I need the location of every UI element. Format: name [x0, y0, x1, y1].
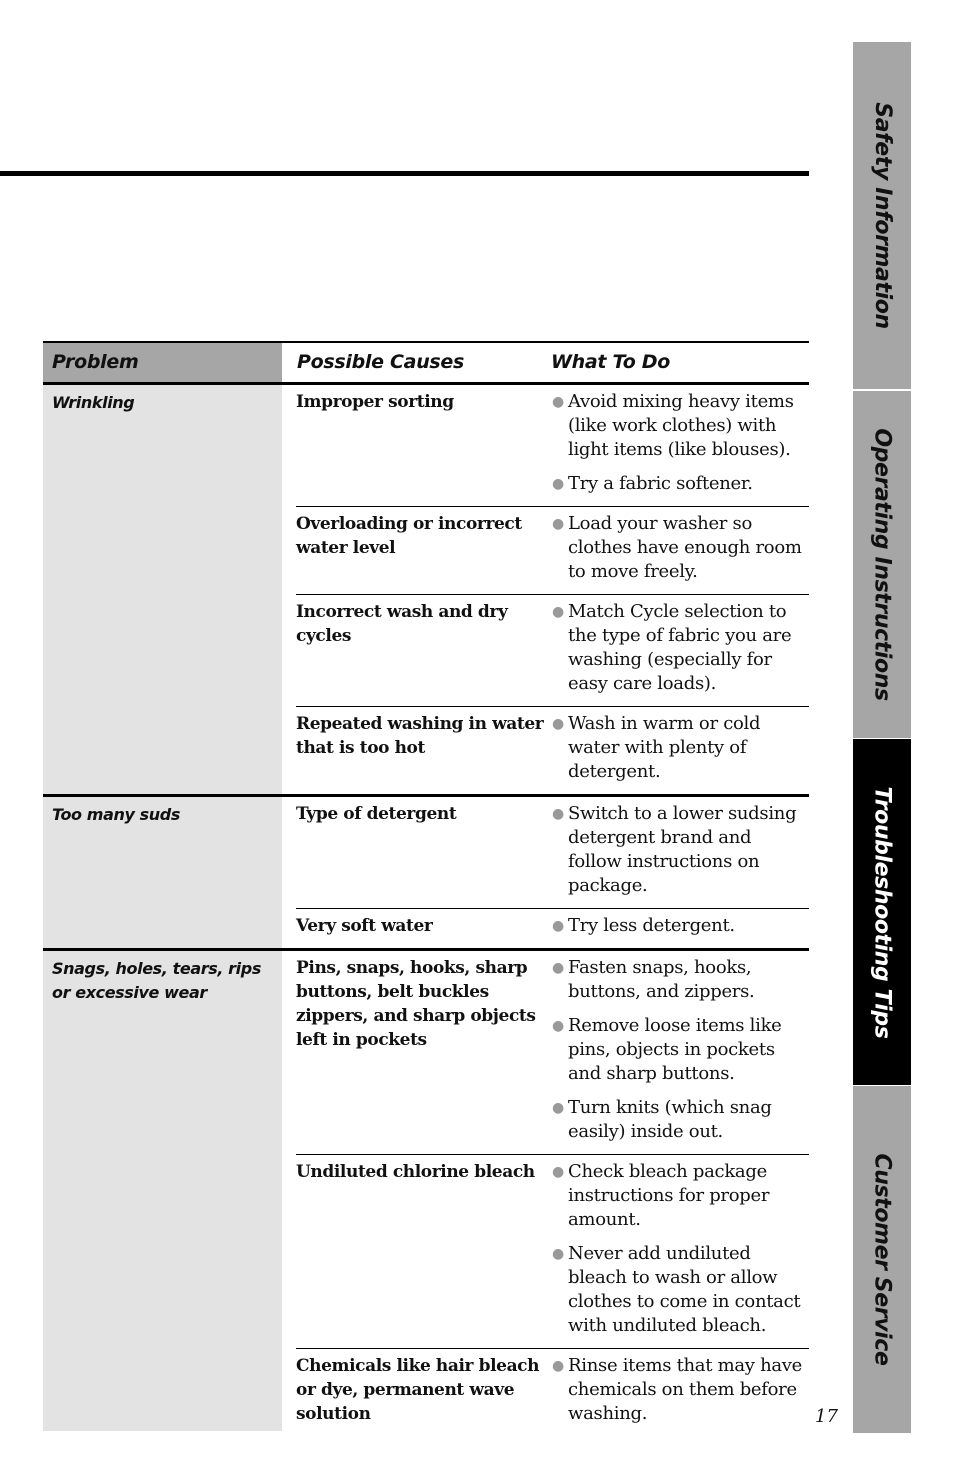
header-possible-causes: Possible Causes [297, 351, 465, 373]
problem-label: Wrinkling [52, 393, 135, 412]
bullet-icon: ● [552, 1100, 564, 1116]
todo-list [548, 712, 809, 784]
todo-text: Never add undiluted bleach to wash or allow clothes to come in contact with undiluted bleach. [568, 1243, 801, 1336]
bullet-icon: ● [552, 604, 564, 620]
todo-text: Rinse items that may have chemicals on them before washing. [568, 1355, 803, 1424]
todo-text: Avoid mixing heavy items (like work clothes) with light items (like blouses). [568, 391, 794, 460]
todo-item [548, 390, 809, 462]
table-header [43, 341, 809, 385]
bullet-icon: ● [552, 476, 564, 492]
todo-text: Try less detergent. [568, 915, 735, 936]
todo-item [548, 1014, 809, 1086]
tab-customer-service[interactable] [853, 1085, 911, 1433]
todo-text: Fasten snaps, hooks, buttons, and zippers. [568, 957, 755, 1002]
table-row [296, 506, 809, 594]
todo-item [548, 802, 809, 898]
table-row [296, 385, 809, 506]
tab-label: Safety Information [869, 102, 895, 329]
todo-item [548, 1160, 809, 1232]
problem-group-snags [43, 948, 809, 1436]
cause-text: Very soft water [296, 916, 433, 936]
bullet-icon: ● [552, 960, 564, 976]
todo-text: Remove loose items like pins, objects in pockets and sharp buttons. [568, 1015, 782, 1084]
table-row [296, 951, 809, 1154]
cause-text: Undiluted chlorine bleach [296, 1162, 535, 1182]
tab-troubleshooting-tips[interactable] [853, 738, 911, 1086]
section-tabs [853, 42, 911, 1432]
todo-item [548, 914, 809, 938]
todo-item [548, 1096, 809, 1144]
todo-text: Match Cycle selection to the type of fabric you are washing (especially for easy care loads). [568, 601, 792, 694]
cause-text: Type of detergent [296, 804, 457, 824]
todo-item [548, 712, 809, 784]
bullet-icon: ● [552, 806, 564, 822]
tab-label: Troubleshooting Tips [869, 786, 895, 1039]
bullet-icon: ● [552, 716, 564, 732]
todo-text: Wash in warm or cold water with plenty of detergent. [568, 713, 761, 782]
cause-text: Pins, snaps, hooks, sharp buttons, belt buckles zippers, and sharp objects left in pockets [296, 958, 536, 1050]
todo-item [548, 600, 809, 696]
table-row [296, 706, 809, 794]
table-row [296, 908, 809, 948]
cause-text: Repeated washing in water that is too hot [296, 714, 544, 758]
tab-label: Operating Instructions [869, 428, 895, 701]
cause-text: Overloading or incorrect water level [296, 514, 522, 558]
todo-list [548, 956, 809, 1144]
bullet-icon: ● [552, 516, 564, 532]
table-row [296, 797, 809, 908]
problem-label: Too many suds [52, 805, 180, 824]
todo-list [548, 1160, 809, 1338]
todo-list [548, 914, 809, 938]
table-row [296, 1348, 809, 1436]
troubleshooting-table [43, 341, 809, 1436]
tab-operating-instructions[interactable] [853, 390, 911, 738]
tab-label: Customer Service [869, 1153, 895, 1366]
cause-text: Chemicals like hair bleach or dye, permanent wave solution [296, 1356, 540, 1424]
problem-group-wrinkling [43, 385, 809, 794]
bullet-icon: ● [552, 1358, 564, 1374]
todo-item [548, 956, 809, 1004]
todo-text: Turn knits (which snag easily) inside out. [568, 1097, 772, 1142]
bullet-icon: ● [552, 1018, 564, 1034]
bullet-icon: ● [552, 918, 564, 934]
cause-text: Improper sorting [296, 392, 454, 412]
page-number: 17 [815, 1406, 838, 1427]
todo-item [548, 1354, 809, 1426]
todo-item [548, 472, 809, 496]
todo-text: Check bleach package instructions for proper amount. [568, 1161, 770, 1230]
table-row [296, 1154, 809, 1348]
top-rule [0, 171, 809, 176]
todo-item [548, 512, 809, 584]
todo-text: Switch to a lower sudsing detergent brand and follow instructions on package. [568, 803, 797, 896]
todo-list [548, 1354, 809, 1426]
tab-safety-information[interactable] [853, 42, 911, 389]
todo-text: Try a fabric softener. [568, 473, 753, 494]
bullet-icon: ● [552, 1164, 564, 1180]
todo-item [548, 1242, 809, 1338]
bullet-icon: ● [552, 394, 564, 410]
table-row [296, 594, 809, 706]
todo-list [548, 390, 809, 496]
cause-text: Incorrect wash and dry cycles [296, 602, 508, 646]
todo-list [548, 802, 809, 898]
bullet-icon: ● [552, 1246, 564, 1262]
problem-group-too-many-suds [43, 794, 809, 948]
header-what-to-do: What To Do [551, 351, 671, 373]
problem-label: Snags, holes, tears, rips or excessive wear [52, 959, 261, 1002]
header-problem: Problem [52, 351, 139, 373]
todo-list [548, 512, 809, 584]
todo-list [548, 600, 809, 696]
todo-text: Load your washer so clothes have enough room to move freely. [568, 513, 802, 582]
